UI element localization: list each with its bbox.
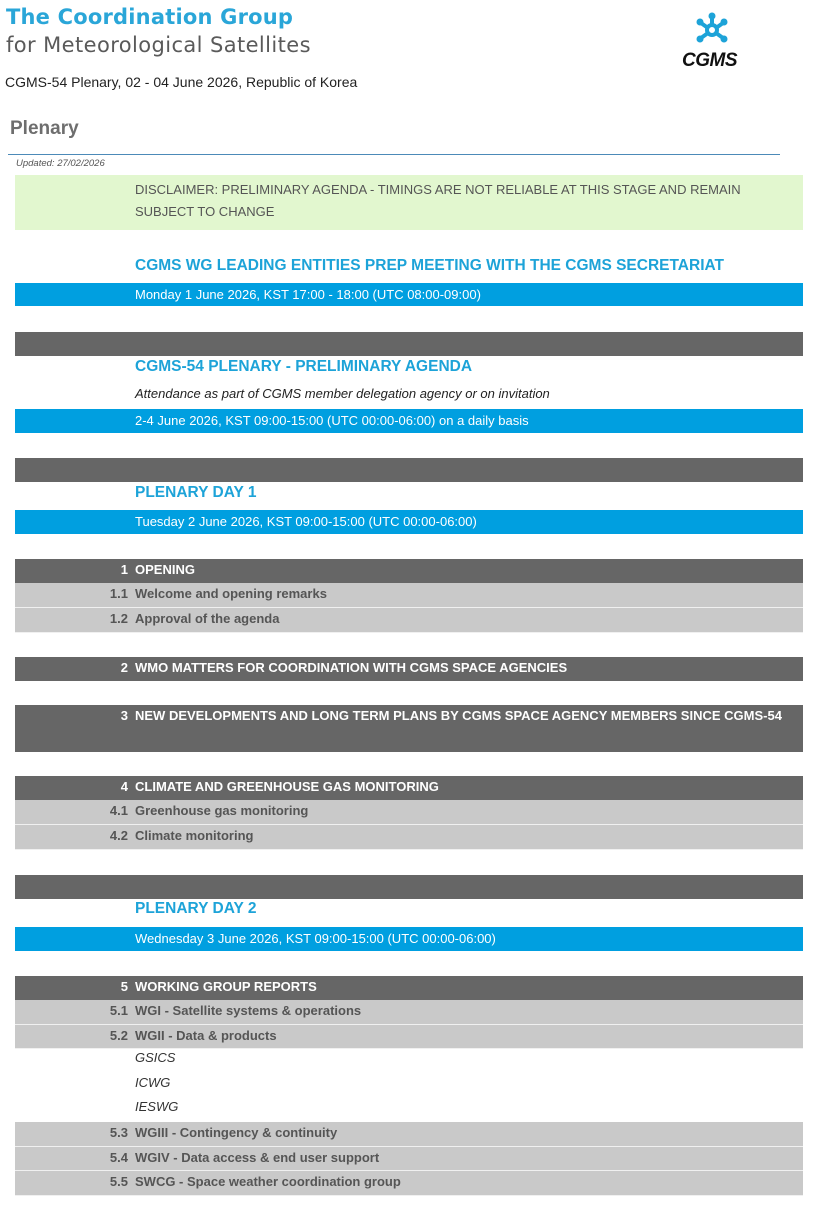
agenda-subitem-number: 5.4 [109, 1150, 128, 1165]
day2-schedule: Wednesday 3 June 2026, KST 09:00-15:00 (UTC 00:00-06:00) [135, 931, 496, 946]
agenda-item-title: CLIMATE AND GREENHOUSE GAS MONITORING [135, 779, 439, 794]
agenda-item-number: 5 [120, 979, 128, 994]
agenda-item-title: WMO MATTERS FOR COORDINATION WITH CGMS SPACE AGENCIES [135, 660, 568, 675]
prep-meeting-schedule: Monday 1 June 2026, KST 17:00 - 18:00 (UTC 08:00-09:00) [135, 287, 481, 302]
prep-meeting-schedule-bar [15, 283, 803, 306]
agenda-item-header [15, 705, 803, 752]
section-separator [15, 332, 803, 356]
plenary-schedule: 2-4 June 2026, KST 09:00-15:00 (UTC 00:00-06:00) on a daily basis [135, 413, 529, 428]
agenda-item-number: 1 [120, 562, 128, 577]
agenda-subitem [15, 608, 803, 633]
day2-schedule-bar [15, 927, 803, 951]
agenda-subitem [15, 1171, 803, 1196]
agenda-item-header [15, 776, 803, 800]
wgii-subgroup: GSICS [135, 1050, 176, 1065]
wgii-subgroup: ICWG [135, 1075, 171, 1090]
wgii-subgroup: IESWG [135, 1099, 179, 1114]
agenda-subitem-title: Approval of the agenda [135, 611, 280, 626]
agenda-subitem [15, 1000, 803, 1025]
agenda-item-title: OPENING [135, 562, 195, 577]
agenda-subitem-title: Climate monitoring [135, 828, 254, 843]
page-title: Plenary [10, 118, 79, 139]
agenda-subitem [15, 825, 803, 850]
agenda-item-title: WORKING GROUP REPORTS [135, 979, 317, 994]
agenda-subitem-title: WGII - Data & products [135, 1028, 277, 1043]
org-title-line1: The Coordination Group [6, 5, 294, 29]
plenary-agenda-title: CGMS-54 PLENARY - PRELIMINARY AGENDA [135, 358, 473, 375]
agenda-subitem-number: 5.3 [109, 1125, 128, 1140]
agenda-subitem-title: SWCG - Space weather coordination group [135, 1174, 401, 1189]
agenda-item-number: 3 [120, 708, 128, 723]
agenda-subitem-title: WGIII - Contingency & continuity [135, 1125, 338, 1140]
agenda-subitem-number: 4.2 [109, 828, 128, 843]
disclaimer-text: DISCLAIMER: PRELIMINARY AGENDA - TIMINGS ARE NOT RELIABLE AT THIS STAGE AND REMAIN SUBJECT TO CHANGE [135, 182, 741, 219]
agenda-subitem [15, 583, 803, 608]
agenda-subitem-number: 1.1 [109, 586, 128, 601]
title-divider [8, 154, 780, 155]
section-separator [15, 875, 803, 899]
agenda-item-header [15, 559, 803, 583]
agenda-item-header [15, 657, 803, 681]
agenda-subitem-number: 1.2 [109, 611, 128, 626]
agenda-subitem-number: 5.1 [109, 1003, 128, 1018]
disclaimer-banner [15, 175, 803, 230]
agenda-subitem-title: Welcome and opening remarks [135, 586, 327, 601]
cgms-logo [680, 12, 750, 72]
agenda-subitem [15, 1147, 803, 1171]
agenda-item-header [15, 976, 803, 1000]
prep-meeting-title: CGMS WG LEADING ENTITIES PREP MEETING WITH THE CGMS SECRETARIAT [135, 257, 725, 274]
agenda-subitem-title: Greenhouse gas monitoring [135, 803, 309, 818]
section-separator [15, 458, 803, 482]
agenda-subitem [15, 1122, 803, 1147]
updated-date: Updated: 27/02/2026 [16, 158, 105, 169]
logo-text: CGMS [682, 50, 737, 71]
org-title-line2: for Meteorological Satellites [6, 33, 311, 57]
agenda-subitem [15, 1025, 803, 1049]
agenda-subitem [15, 800, 803, 825]
satellite-network-icon [694, 12, 730, 48]
agenda-item-number: 4 [120, 779, 128, 794]
day1-schedule: Tuesday 2 June 2026, KST 09:00-15:00 (UTC 00:00-06:00) [135, 514, 477, 529]
day1-schedule-bar [15, 510, 803, 534]
agenda-item-title: NEW DEVELOPMENTS AND LONG TERM PLANS BY CGMS SPACE AGENCY MEMBERS SINCE CGMS-54 [135, 708, 782, 723]
day1-title: PLENARY DAY 1 [135, 484, 257, 501]
day2-title: PLENARY DAY 2 [135, 900, 257, 917]
meeting-subtitle: CGMS-54 Plenary, 02 - 04 June 2026, Republic of Korea [5, 74, 358, 90]
agenda-subitem-title: WGIV - Data access & end user support [135, 1150, 380, 1165]
agenda-item-number: 2 [120, 660, 128, 675]
plenary-schedule-bar [15, 409, 803, 433]
agenda-subitem-number: 4.1 [109, 803, 128, 818]
agenda-subitem-number: 5.5 [109, 1174, 128, 1189]
attendance-note: Attendance as part of CGMS member delegation agency or on invitation [135, 386, 550, 401]
agenda-subitem-title: WGI - Satellite systems & operations [135, 1003, 362, 1018]
agenda-subitem-number: 5.2 [109, 1028, 128, 1043]
